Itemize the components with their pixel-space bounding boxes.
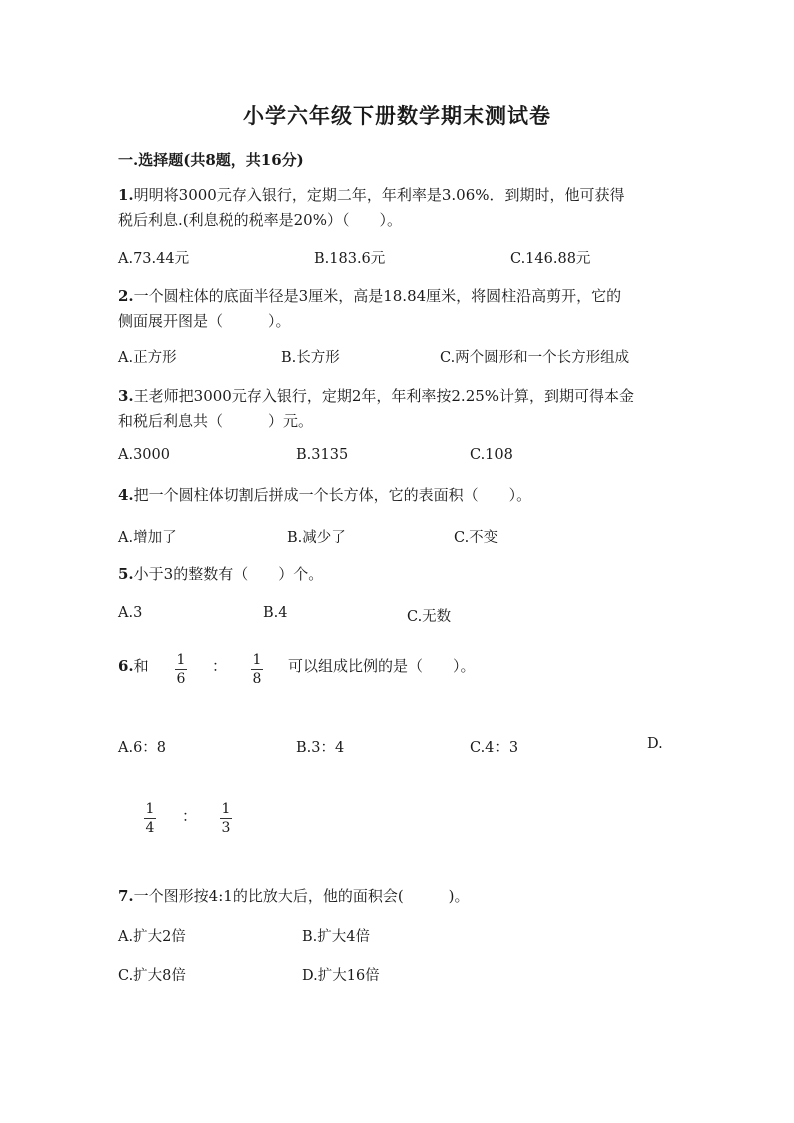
question-number: 3. xyxy=(118,387,134,405)
question-text-line1: 小于3的整数有（ ）个。 xyxy=(133,565,324,583)
option-a[interactable]: A.正方形 xyxy=(118,350,177,366)
question-3 xyxy=(118,384,634,434)
option-a[interactable]: A.3 xyxy=(118,605,143,621)
option-a[interactable]: A.3000 xyxy=(118,447,170,463)
option-b[interactable]: B.3135 xyxy=(296,447,349,463)
question-6-prefix: 和 xyxy=(133,657,149,675)
question-number: 5. xyxy=(118,565,134,583)
option-c[interactable]: C.无数 xyxy=(407,609,452,625)
option-c[interactable]: C.不变 xyxy=(454,530,499,546)
fraction-one-third xyxy=(220,801,232,836)
option-c[interactable]: C.4：3 xyxy=(470,740,519,756)
option-c[interactable]: C.扩大8倍 xyxy=(118,968,186,984)
question-1 xyxy=(118,183,625,233)
fraction-denominator: 8 xyxy=(252,671,262,687)
question-text-line1: 把一个圆柱体切割后拼成一个长方体，它的表面积（ ）。 xyxy=(133,486,532,504)
question-number: 7. xyxy=(118,887,134,905)
fraction-bar xyxy=(220,818,232,819)
fraction-denominator: 6 xyxy=(176,671,186,687)
question-text-line1: 一个圆柱体的底面半径是3厘米，高是18.84厘米，将圆柱沿高剪开，它的 xyxy=(133,287,622,305)
ratio-colon: ： xyxy=(212,657,228,675)
page-title: 小学六年级下册数学期末测试卷 xyxy=(243,103,551,128)
fraction-denominator: 4 xyxy=(145,820,155,836)
option-a[interactable]: A.73.44元 xyxy=(118,251,190,267)
question-text-line2: 税后利息.(利息税的税率是20%）（ ）。 xyxy=(118,211,402,229)
question-2 xyxy=(118,284,621,334)
question-6-number: 6.和 xyxy=(118,657,149,675)
fraction-numerator: 1 xyxy=(221,801,231,817)
option-b[interactable]: B.4 xyxy=(263,605,288,621)
option-a[interactable]: A.扩大2倍 xyxy=(118,929,186,945)
option-c[interactable]: C.108 xyxy=(470,447,513,463)
question-number: 1. xyxy=(118,186,134,204)
fraction-bar xyxy=(251,669,263,670)
option-c[interactable]: C.146.88元 xyxy=(510,251,591,267)
fraction-numerator: 1 xyxy=(176,652,186,668)
question-4 xyxy=(118,483,531,508)
option-b[interactable]: B.减少了 xyxy=(287,530,346,546)
option-a[interactable]: A.增加了 xyxy=(118,530,177,546)
question-text-line2: 和税后利息共（ ）元。 xyxy=(118,412,314,430)
fraction-numerator: 1 xyxy=(252,652,262,668)
fraction-denominator: 3 xyxy=(221,820,231,836)
option-b[interactable]: B.3：4 xyxy=(296,740,345,756)
fraction-one-eighth xyxy=(251,652,263,687)
question-text-line1: 一个图形按4:1的比放大后，他的面积会( )。 xyxy=(133,887,470,905)
section-heading: 一.选择题(共8题，共16分) xyxy=(118,151,304,169)
option-a[interactable]: A.6：8 xyxy=(118,740,167,756)
option-b[interactable]: B.扩大4倍 xyxy=(302,929,370,945)
fraction-numerator: 1 xyxy=(145,801,155,817)
question-7 xyxy=(118,884,470,909)
question-number: 4. xyxy=(118,486,134,504)
question-5 xyxy=(118,562,323,587)
option-b[interactable]: B.183.6元 xyxy=(314,251,386,267)
question-text-line1: 明明将3000元存入银行，定期二年，年利率是3.06%．到期时，他可获得 xyxy=(133,186,625,204)
question-number: 2. xyxy=(118,287,134,305)
question-6-text: 可以组成比例的是（ ）。 xyxy=(288,657,476,675)
ratio-colon: ： xyxy=(182,807,198,825)
option-c[interactable]: C.两个圆形和一个长方形组成 xyxy=(440,350,630,366)
question-text-line2: 侧面展开图是（ ）。 xyxy=(118,312,291,330)
option-b[interactable]: B.长方形 xyxy=(281,350,340,366)
question-text-line1: 王老师把3000元存入银行，定期2年，年利率按2.25%计算，到期可得本金 xyxy=(133,387,635,405)
option-d[interactable]: D. xyxy=(647,736,663,752)
fraction-one-sixth xyxy=(175,652,187,687)
fraction-one-quarter xyxy=(144,801,156,836)
fraction-bar xyxy=(175,669,187,670)
fraction-bar xyxy=(144,818,156,819)
option-d[interactable]: D.扩大16倍 xyxy=(302,968,380,984)
